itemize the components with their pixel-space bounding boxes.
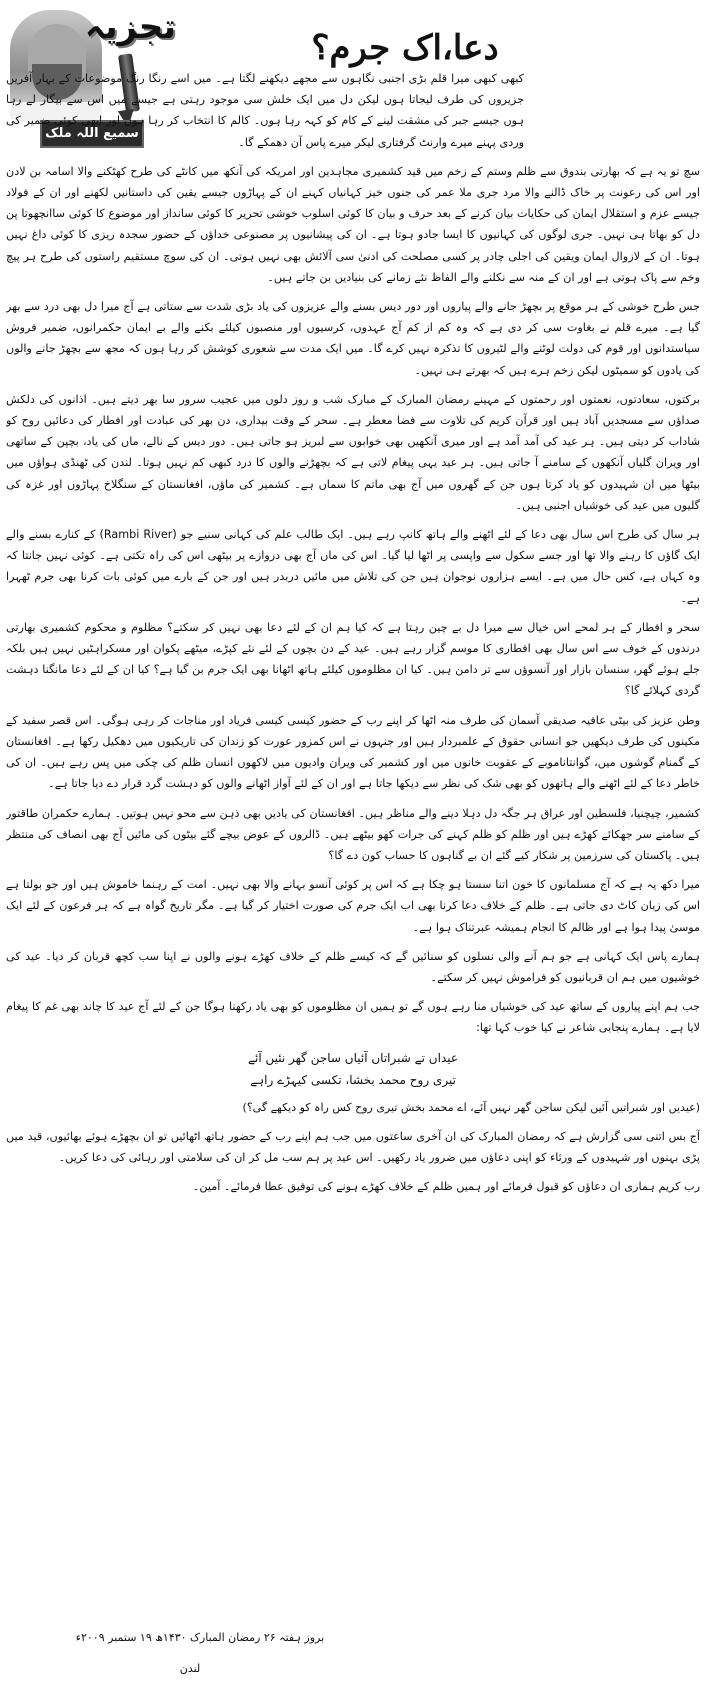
verse-line-1: عیداں تے شبراتاں آئیاں ساجن گھر نئیں آئے (247, 1050, 459, 1065)
paragraph-3: جس طرح خوشی کے ہر موقع پر بچھڑ جانے والے پیاروں اور دور دیس بسنے والے عزیزوں کی یاد بڑی شدت سے ستاتی ہے آج میرا دل بھی درد سے بھر گیا ہے۔ میرے قلم نے بغاوت سی کر دی ہے کہ وہ کم از کم آج عہدوں، کرسیوں اور منصبوں کیلئے بکنے والے بے ایمان حکمرانوں، ضمیر فروش سیاستدانوں اور قوم کی دولت لوٹنے والے لٹیروں کا تذکرہ نہیں کرے گا۔ میں ایک مدت سے شعوری کوشش کر رہا ہوں کہ مجھ سے بچھڑ جانے والوں کی یادوں کو سمیٹوں لیکن زخم ہرے ہیں کہ بھرتے ہی نہیں۔ (6, 300, 700, 377)
paragraph-8: کشمیر، چیچنیا، فلسطین اور عراق ہر جگہ دل دہلا دینے والے مناظر ہیں۔ افغانستان کی یادیں بھی ذہن سے محو نہیں ہوتیں۔ ہمارے حکمران طاقتور کے سامنے سر جھکائے کھڑے ہیں اور ظلم کو ظلم کہنے کی جرات کھو بیٹھے ہیں۔ ڈالروں کے عوض بیچے گئے بیٹوں کی مائیں آج بھی انصاف کی منتظر ہیں۔ پاکستان کی سرزمین پر شکار کیے گئے ان بے گناہوں کا حساب کون دے گا؟ (6, 806, 700, 862)
article-headline: دعا،اک جرم؟ (311, 28, 499, 68)
verse-translation: (عیدیں اور شبراتیں آئیں لیکن ساجن گھر نہیں آئے، اے محمد بخش تیری روح کس راہ کو دیکھے گی؟) (242, 1100, 700, 1114)
paragraph-11: جب ہم اپنے پیاروں کے ساتھ عید کی خوشیاں منا رہے ہوں گے تو ہمیں ان مظلوموں کو بھی یاد رکھنا ہوگا جن کے لئے آج عید کا چاند بھی غم کا پیغام لایا ہے۔ ہمارے پنجابی شاعر نے کیا خوب کہا تھا: (6, 1000, 700, 1035)
paragraph-7: وطن عزیز کی بیٹی عافیہ صدیقی آسمان کی طرف منہ اٹھا کر اپنے رب کے حضور کیسی کیسی فریاد اور مناجات کر رہی ہوگی۔ اس قصر سفید کے مکینوں کی طرف دیکھیں جو انسانی حقوق کے علمبردار ہیں اور جنہوں نے اس کمزور عورت کو زندان کی تاریکیوں میں دھکیل رکھا ہے۔ افغانستان کے گمنام گوشوں میں، گوانتاناموبے کے عقوبت خانوں میں اور کشمیر کی ویران وادیوں میں لاکھوں انسان ظلم کی چکی میں پس رہے ہیں۔ ان کی خاطر دعا کے لئے اٹھنے والے ہاتھوں کو بھی شک کی نظر سے دیکھا جاتا ہے اور ان کے لئے آواز اٹھانے والوں کو دہشت گرد قرار دے دیا جاتا ہے۔ (6, 713, 700, 791)
paragraph-9: میرا دکھ یہ ہے کہ آج مسلمانوں کا خون اتنا سستا ہو چکا ہے کہ اس پر کوئی آنسو بہانے والا بھی نہیں۔ امت کے رہنما خاموش ہیں اور جو بولتا ہے اس کی زبان کاٹ دی جاتی ہے۔ ظلم کے خلاف دعا کرنا بھی اب ایک جرم کی صورت اختیار کر گیا ہے۔ مگر تاریخ گواہ ہے کہ ہر فرعون کے لئے ایک موسیٰ پیدا ہوا ہے اور ظالم کا انجام ہمیشہ عبرتناک ہوا ہے۔ (6, 878, 700, 934)
paragraph-4: برکتوں، سعادتوں، نعمتوں اور رحمتوں کے مہینے رمضان المبارک کے مبارک شب و روز دلوں میں عجیب سرور سا بھر دیتے ہیں۔ اذانوں کی دلکش صداؤں سے مسجدیں آباد ہیں اور قرآن کریم کی تلاوت سے فضا معطر ہے۔ سحر کے وقت بیداری، دن بھر کی عبادت اور افطار کی دعائیں روح کو شاداب کر دیتی ہیں۔ ہر عید کی آمد آمد ہے اور میری آنکھیں بھی خوابوں سے لبریز ہو جاتی ہیں۔ دور دیس کے نالے، ماں کی یاد، بچپن کے ساتھی اور ویران گلیاں آنکھوں کے سامنے آ جاتی ہیں۔ ہر عید یہی پیغام لاتی ہے کہ بچھڑنے والوں کا درد کبھی کم نہیں ہوتا۔ لندن کی ٹھنڈی ہواؤں میں بیٹھا میں ان شہیدوں کو یاد کرتا ہوں جن کے گھروں میں آج بھی ماتم کا سماں ہے۔ کشمیر کی ماؤں، افغانستان کے سنگلاخ پہاڑوں اور غزہ کی گلیوں میں عید کی خوشیاں اجنبی ہیں۔ (6, 392, 700, 512)
paragraph-1: کبھی کبھی میرا قلم بڑی اجنبی نگاہوں سے مجھے دیکھنے لگتا ہے۔ میں اسے رنگا رنگ موضوعات کے بہار آفریں جزیروں کی طرف لیجاتا ہوں لیکن دل میں ایک خلش سی موجود رہتی ہے جیسے میں اس سے بیگار لے رہا ہوں جیسے جبر کی مشقت لینے کے کام کو کہہ رہا ہوں۔ کالم کا انتخاب کر رہا ہوں اور ابھی کوئی ضمیر کی وردی پہنے میرے وارنٹ گرفتاری لیکر میرے پاس آن دھمکے گا۔ (6, 72, 524, 149)
verse-line-2: تیری روح محمد بخشا، تکسی کیہڑے راہے (250, 1072, 456, 1087)
verse-block (173, 1047, 533, 1091)
paragraph-2: سچ تو یہ ہے کہ بھارتی بندوق سے ظلم وستم کے زخم میں قید کشمیری مجاہدین اور امریکہ کی آنکھ میں کانٹے کی طرح کھٹکنے والا اسامہ بن لادن اور اس کی رعونت پر خاک ڈالنے والا مرد جری ملا عمر کی جنوں خیز کہانیاں کہنے ان کے پہاڑوں جیسے یقین کی داستانیں لکھنے اور ان کے فولاد جیسے عزم و استقلال ایمان کی حکایات بیان کرنے کے بعد حرف و بیان کا کوئی اسلوب خوشی تحریر کا کوئی سانداز اور موضوع کا کوئی ساانچھوتا پن دل کو بھاتا ہی نہیں۔ جری لوگوں کی کہانیوں کا ایسا جادو ہوتا ہے۔ ان کی پیشانیوں پر مصنوعی خداؤں کے حضور سجدہ ریزی کا کوئی داغ نہیں ہوتا۔ ان کے لازوال ایمان ویقین کی اجلی چادر پر کسی مصلحت کی ادنیٰ سی آلائش بھی نہیں ہوتی۔ ان کی سوچ مستقیم راستوں کی طرح ہر پیچ وخم سے پاک ہوتی ہے اور ان کے منہ سے نکلنے والے الفاظ نئے زمانے کی بنیادیں بن جاتے ہیں۔ (6, 164, 700, 284)
place-name: لندن (179, 1662, 201, 1675)
closing-paragraph-2: رب کریم ہماری ان دعاؤں کو قبول فرمائے اور ہمیں ظلم کے خلاف کھڑے ہونے کی توفیق عطا فرمائے۔ آمین۔ (192, 1180, 700, 1194)
byline: سمیع اللہ ملک (40, 120, 144, 148)
paragraph-10: ہمارے پاس ایک کہانی ہے جو ہم آنے والی نسلوں کو سنائیں گے کہ کیسے ظلم کے خلاف کھڑے ہونے والوں نے اپنا سب کچھ قربان کر دیا۔ عید کی خوشیوں میں ہم ان قربانیوں کو فراموش نہیں کر سکتے۔ (6, 949, 700, 984)
closing-paragraph-1: آج بس اتنی سی گزارش ہے کہ رمضان المبارک کی ان آخری ساعتوں میں جب ہم اپنے رب کے حضور ہاتھ اٹھائیں تو ان بچھڑے ہوئے بھائیوں، قید میں پڑی بہنوں اور شہیدوں کے ورثاء کو اپنی دعاؤں میں ضرور یاد رکھیں۔ اس عید پر ہم سب مل کر ان کی سلامتی اور رہائی کی دعا کریں۔ (6, 1129, 700, 1164)
article-body (6, 68, 700, 1628)
dateline: بروز ہفتہ ۲۶ رمضان المبارک ۱۴۳۰ھ ۱۹ ستمبر ۲۰۰۹ء (75, 1631, 325, 1644)
paragraph-5: ہر سال کی طرح اس سال بھی دعا کے لئے اٹھنے والے ہاتھ کانپ رہے ہیں۔ ایک طالب علم کی کہانی سنیے جو (Rambi River) کے کنارے بسنے والے ایک گاؤں کا رہنے والا تھا اور جسے سکول سے واپسی پر اٹھا لیا گیا۔ اس کی ماں آج بھی دروازے پر بیٹھی اس کی راہ تکتی ہے۔ کوئی نہیں جانتا کہ وہ کہاں ہے، کس حال میں ہے۔ ایسے ہزاروں نوجوان ہیں جن کی تلاش میں مائیں دربدر ہیں اور جن کے بارے میں کوئی بات کرنا بھی جرم ٹھہرا ہے۔ (6, 528, 700, 605)
paragraph-6: سحر و افطار کے ہر لمحے اس خیال سے میرا دل بے چین رہتا ہے کہ کیا ہم ان کے لئے دعا بھی نہیں کر سکتے؟ مظلوم و محکوم کشمیری بھارتی درندوں کے خوف سے اس سال بھی افطاری کا موسم گزار رہے ہیں۔ عید کے دن بچوں کے لئے نئے کپڑے، میٹھے پکوان اور مسکراہٹیں نہیں ہیں بلکہ جلے ہوئے گھر، سنسان بازار اور آنسوؤں سے تر دامن ہیں۔ کیا ان مظلوموں کیلئے ہاتھ اٹھانا بھی ایک جرم بن گیا ہے؟ کیا ان کے لئے دعا مانگنا دہشت گردی کہلائے گا؟ (6, 620, 700, 698)
column-title: تجزیہ (84, 7, 176, 47)
